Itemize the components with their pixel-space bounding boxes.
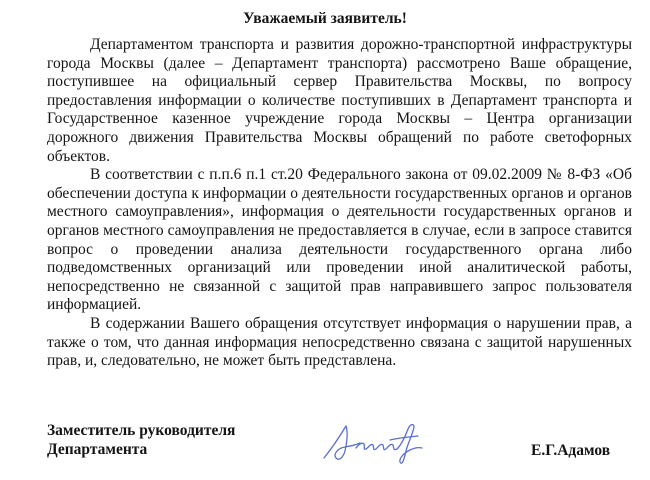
letter-paragraph-1: Департаментом транспорта и развития дорожно-транспортной инфраструктуры города Москвы (далее – Департамент транспорта) рассмотрено Ваше обращение, поступившее на официальный сервер Правительства Москвы, по вопросу предоставления информации о количестве поступивших в Департамент транспорта и Государственное казенное учреждение города Москвы – Центра организации дорожного движения Правительства Москвы обращений по работе светофорных объектов. bbox=[47, 36, 632, 165]
letter-paragraph-3: В содержании Вашего обращения отсутствует информация о нарушении прав, а также о том, что данная информация непосредственно связана с защитой нарушенных прав, и, следовательно, не может быть представлена. bbox=[47, 314, 632, 370]
signatory-name: Е.Г.Адамов bbox=[531, 442, 611, 459]
handwritten-signature bbox=[318, 418, 430, 468]
letter-body bbox=[47, 36, 632, 371]
signatory-title-line-2: Департамента bbox=[47, 441, 148, 458]
signature-strokes bbox=[324, 425, 422, 464]
letter-paragraph-2: В соответствии с п.п.6 п.1 ст.20 Федерального закона от 09.02.2009 № 8-ФЗ «Об обеспечении доступа к информации о деятельности государственных органов и органов местного самоуправления», информация о деятельности государственных органов и органов местного самоуправления не предоставляется в случае, если в запросе ставится вопрос о проведении анализа деятельности государственного органа либо подведомственных организаций или проведении иной аналитической работы, непосредственно не связанной с защитой прав направившего запрос пользователя информацией. bbox=[47, 166, 632, 314]
signatory-title bbox=[47, 421, 235, 459]
letter-greeting: Уважаемый заявитель! bbox=[243, 10, 407, 27]
signatory-title-line-1: Заместитель руководителя bbox=[47, 422, 236, 439]
